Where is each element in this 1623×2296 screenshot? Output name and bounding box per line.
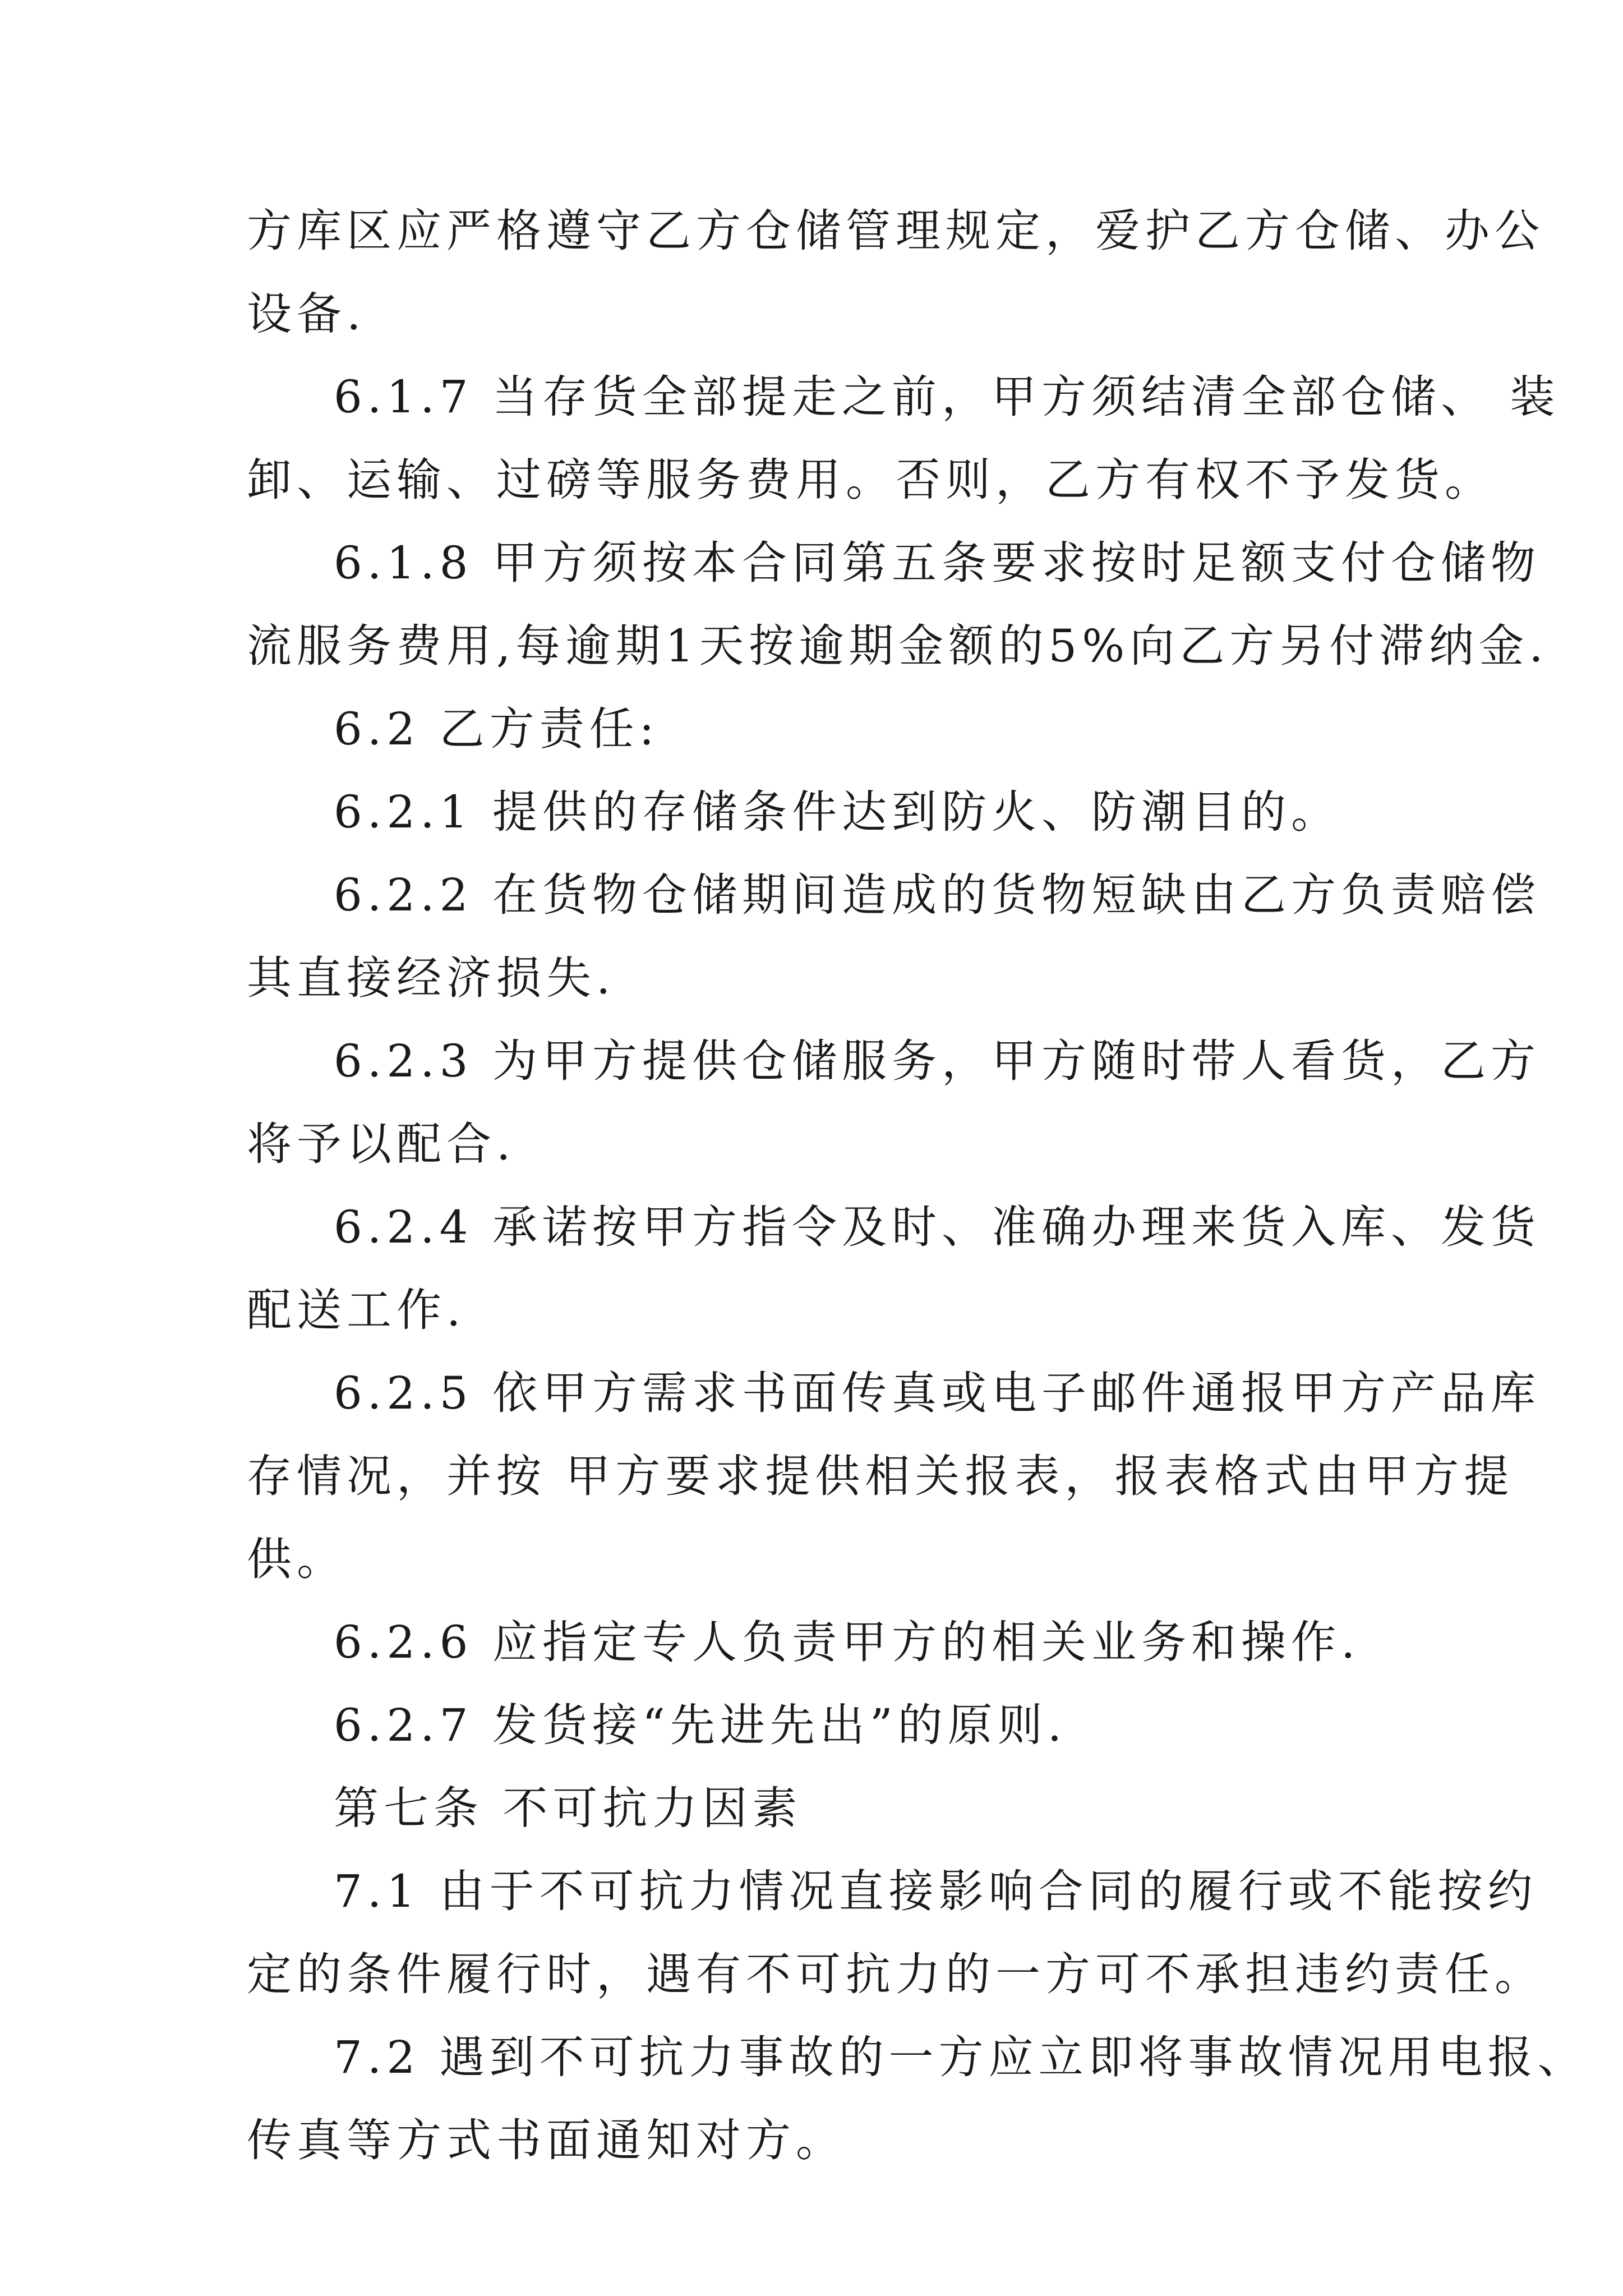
- text-line: 6.2.2 在货物仓储期间造成的货物短缺由乙方负责赔偿: [334, 869, 1541, 921]
- text-line: 7.2 遇到不可抗力事故的一方应立即将事故情况用电报、: [334, 2031, 1588, 2083]
- text-line: 6.2.3 为甲方提供仓储服务，甲方随时带人看货，乙方: [334, 1035, 1541, 1087]
- text-line: 6.1.8 甲方须按本合同第五条要求按时足额支付仓储物: [334, 537, 1541, 589]
- text-line: 第七条 不可抗力因素: [334, 1782, 803, 1834]
- text-line: 存情况，并按 甲方要求提供相关报表，报表格式由甲方提: [247, 1450, 1514, 1502]
- text-line: 将予以配合.: [247, 1118, 516, 1170]
- text-line: 卸、运输、过磅等服务费用。否则，乙方有权不予发货。: [247, 454, 1495, 506]
- text-line: 其直接经济损失.: [247, 952, 616, 1004]
- document-body: [247, 205, 1588, 2166]
- text-line: 方库区应严格遵守乙方仓储管理规定，爱护乙方仓储、办公: [247, 205, 1544, 257]
- text-line: 供。: [247, 1533, 347, 1585]
- text-line: 传真等方式书面通知对方。: [247, 2114, 846, 2166]
- text-line: 6.2.7 发货接“先进先出”的原则.: [334, 1699, 1067, 1751]
- document-page: [247, 205, 1588, 2199]
- text-line: 6.2.5 依甲方需求书面传真或电子邮件通报甲方产品库: [334, 1367, 1541, 1419]
- text-line: 配送工作.: [247, 1284, 466, 1336]
- text-line: 流服务费用,每逾期1天按逾期金额的5%向乙方另付滞纳金.: [247, 620, 1548, 672]
- text-line: 6.2.4 承诺按甲方指令及时、准确办理来货入库、发货: [334, 1201, 1541, 1253]
- text-line: 6.2 乙方责任:: [334, 703, 660, 755]
- text-line: 6.2.6 应指定专人负责甲方的相关业务和操作.: [334, 1616, 1361, 1668]
- text-line: 7.1 由于不可抗力情况直接影响合同的履行或不能按约: [334, 1865, 1538, 1917]
- text-line: 6.1.7 当存货全部提走之前，甲方须结清全部仓储、 装: [334, 371, 1560, 423]
- text-line: 定的条件履行时，遇有不可抗力的一方可不承担违约责任。: [247, 1948, 1544, 2000]
- text-line: 设备.: [247, 288, 366, 340]
- text-line: 6.2.1 提供的存储条件达到防火、防潮目的。: [334, 786, 1341, 838]
